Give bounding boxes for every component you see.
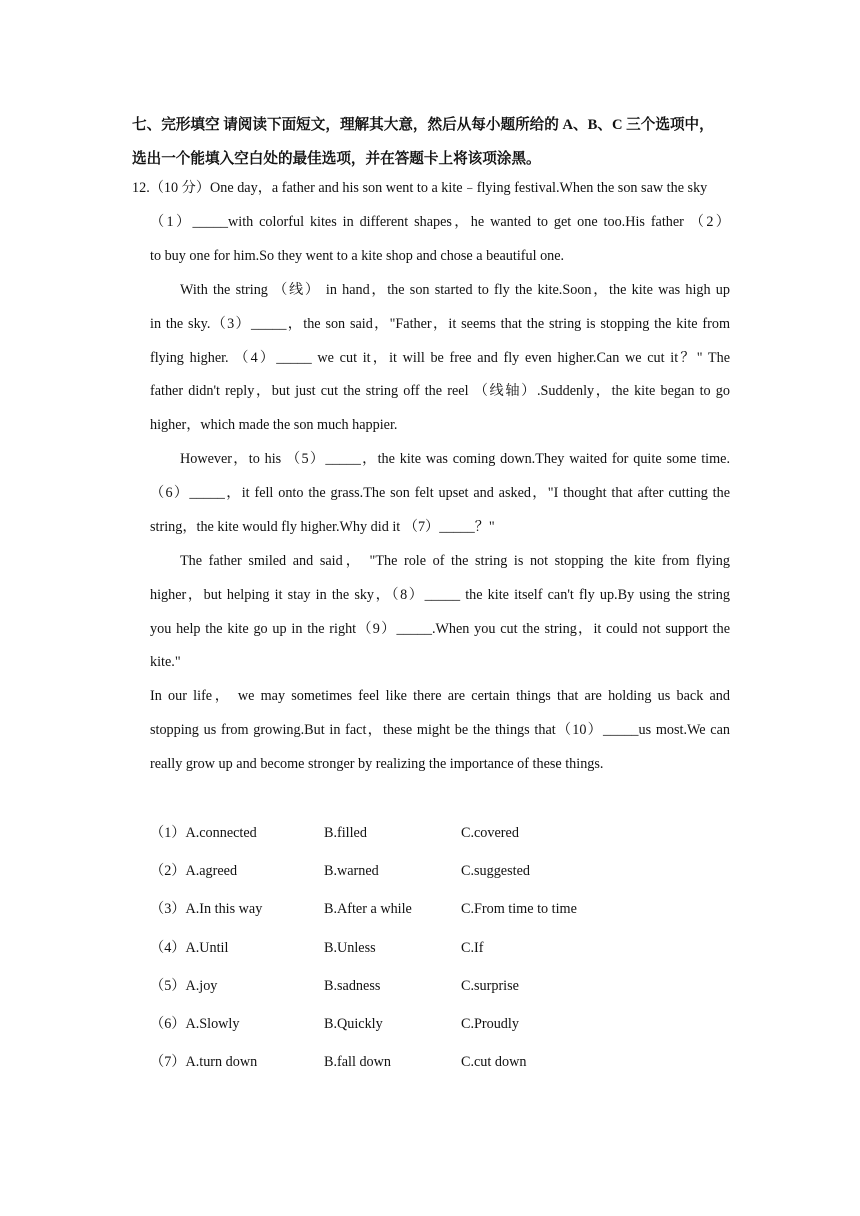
passage-line: you help the kite go up in the right（9）_____.When you cut the string，it could not support the <box>150 620 730 637</box>
passage-line: （6）_____，it fell onto the grass.The son felt upset and asked，"I thought that after cutting the <box>150 484 730 501</box>
section-heading-line: 选出一个能填入空白处的最佳选项，并在答题卡上将该项涂黑。 <box>132 151 541 167</box>
option-b[interactable]: B.After a while <box>324 901 412 918</box>
paragraph-5 <box>150 680 730 781</box>
passage-line: kite." <box>150 654 181 671</box>
passage-line: in the sky.（3）_____，the son said，"Father，it seems that the string is stopping the kite from <box>150 315 730 332</box>
paragraph-4 <box>150 545 730 680</box>
option-c[interactable]: C.cut down <box>461 1054 527 1071</box>
options-list <box>150 816 710 1083</box>
passage-line: （1）_____with colorful kites in different shapes，he wanted to get one too.His father （2） <box>150 214 730 230</box>
option-c[interactable]: C.If <box>461 939 484 956</box>
option-c[interactable]: C.From time to time <box>461 901 577 918</box>
option-a[interactable]: （1）A.connected <box>150 825 257 841</box>
option-row <box>150 854 710 892</box>
option-row <box>150 892 710 930</box>
paragraph-3 <box>150 443 730 544</box>
option-a[interactable]: （6）A.Slowly <box>150 1015 240 1032</box>
question-first-line: 12.（10 分）One day，a father and his son went to a kite﹣flying festival.When the son saw the sky <box>132 180 708 196</box>
passage-line: higher，but helping it stay in the sky，（8）_____ the kite itself can't fly up.By using the string <box>150 586 730 603</box>
option-b[interactable]: B.Quickly <box>324 1015 383 1032</box>
option-a[interactable]: （7）A.turn down <box>150 1054 258 1071</box>
option-row <box>150 816 710 854</box>
option-b[interactable]: B.warned <box>324 863 379 880</box>
passage-line: really grow up and become stronger by realizing the importance of these things. <box>150 755 604 772</box>
option-c[interactable]: C.covered <box>461 825 519 841</box>
passage-line: In our life， we may sometimes feel like there are certain things that are holding us back and <box>150 688 730 704</box>
paragraph-1 <box>150 206 730 274</box>
option-b[interactable]: B.sadness <box>324 977 381 994</box>
option-c[interactable]: C.suggested <box>461 863 530 880</box>
option-a[interactable]: （4）A.Until <box>150 939 229 956</box>
option-b[interactable]: B.fall down <box>324 1054 391 1071</box>
option-a[interactable]: （2）A.agreed <box>150 863 238 880</box>
passage-line: flying higher. （4）_____ we cut it，it will be free and fly even higher.Can we cut it？" The <box>150 349 730 366</box>
passage-line: string，the kite would fly higher.Why did it （7）_____？" <box>150 518 495 535</box>
passage-line: father didn't reply，but just cut the string off the reel （线轴）.Suddenly，the kite began to go <box>150 383 730 400</box>
section-heading <box>132 108 732 176</box>
option-c[interactable]: C.Proudly <box>461 1015 519 1032</box>
passage-line: higher，which made the son much happier. <box>150 417 398 434</box>
option-row <box>150 969 710 1007</box>
option-b[interactable]: B.Unless <box>324 939 376 956</box>
passage-line: The father smiled and said， "The role of the string is not stopping the kite from flying <box>180 553 730 569</box>
paragraph-2 <box>150 274 730 443</box>
option-a[interactable]: （3）A.In this way <box>150 901 263 918</box>
section-heading-line: 七、完形填空 请阅读下面短文，理解其大意，然后从每小题所给的 A、B、C 三个选项中， <box>132 117 714 133</box>
option-b[interactable]: B.filled <box>324 825 367 841</box>
option-row <box>150 1045 710 1083</box>
option-row <box>150 1007 710 1045</box>
option-a[interactable]: （5）A.joy <box>150 977 218 994</box>
passage-line: However，to his （5）_____，the kite was coming down.They waited for quite some time. <box>180 451 730 467</box>
option-c[interactable]: C.surprise <box>461 977 519 994</box>
passage-line: to buy one for him.So they went to a kite shop and chose a beautiful one. <box>150 247 565 264</box>
passage-line: With the string （线） in hand，the son started to fly the kite.Soon，the kite was high up <box>180 282 730 298</box>
passage-line: stopping us from growing.But in fact，these might be the things that（10）_____us most.We can <box>150 721 730 738</box>
option-row <box>150 931 710 969</box>
